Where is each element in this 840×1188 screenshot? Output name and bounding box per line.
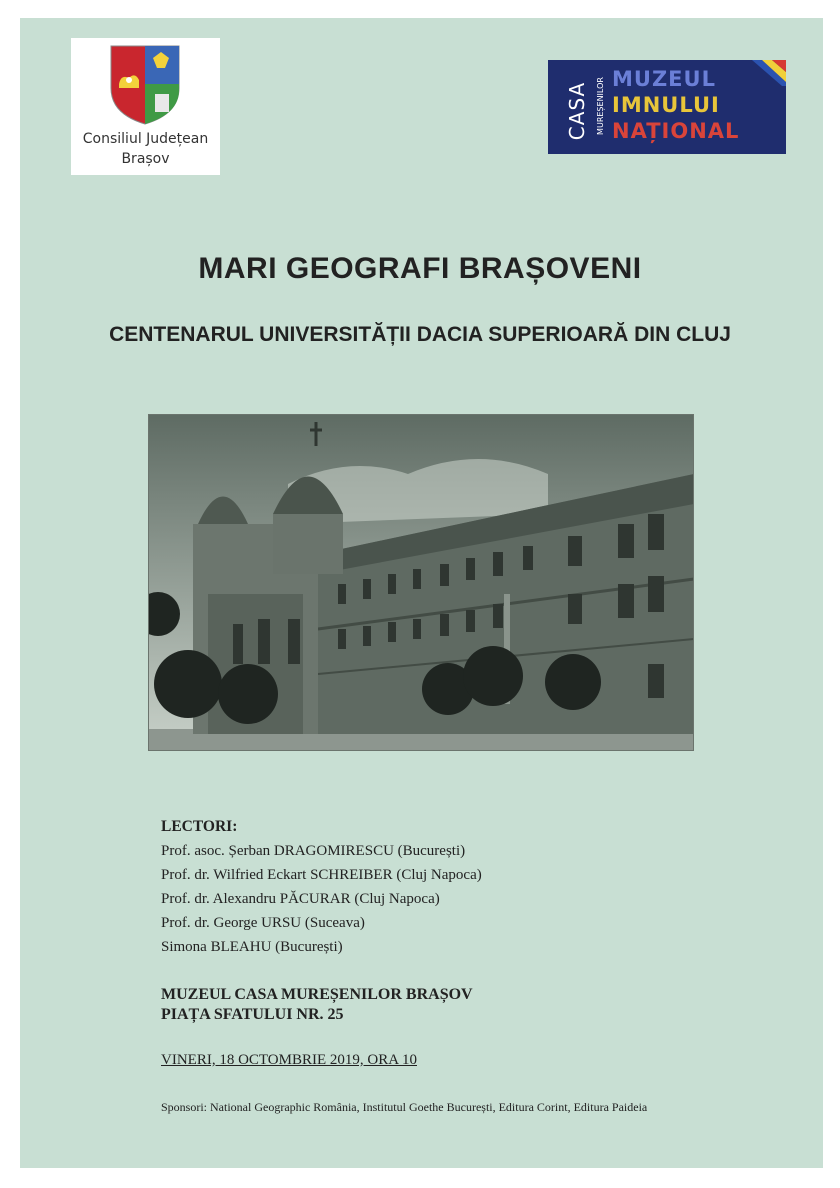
lecturer-item: Prof. asoc. Șerban DRAGOMIRESCU (București) [161, 843, 466, 859]
lecturer-item: Prof. dr. Alexandru PĂCURAR (Cluj Napoca) [161, 891, 440, 907]
county-council-name: Consiliul Județean [82, 131, 209, 147]
sponsors-line: Sponsori: National Geographic România, Institutul Goethe București, Editura Corint, Editura Paideia [161, 1100, 648, 1114]
museum-logo-line3: NAȚIONAL [612, 119, 740, 143]
lecturer-item: Prof. dr. Wilfried Eckart SCHREIBER (Cluj Napoca) [161, 867, 482, 883]
coat-of-arms-icon [109, 44, 181, 126]
lecturer-item: Simona BLEAHU (București) [161, 939, 343, 955]
museum-logo-casa: CASA [565, 81, 589, 141]
county-council-logo [71, 38, 220, 175]
poster-title: MARI GEOGRAFI BRAȘOVENI [198, 252, 642, 285]
museum-logo-line1: MUZEUL [612, 67, 716, 91]
venue-name: MUZEUL CASA MUREȘENILOR BRAȘOV [161, 986, 473, 1003]
museum-logo-line2: IMNULUI [612, 93, 720, 117]
county-council-city: Brașov [121, 151, 170, 167]
museum-logo-muresenilor: MUREȘENILOR [596, 77, 605, 135]
event-date: VINERI, 18 OCTOMBRIE 2019, ORA 10 [161, 1052, 417, 1068]
poster-subtitle: CENTENARUL UNIVERSITĂȚII DACIA SUPERIOARĂ DIN CLUJ [109, 323, 731, 346]
venue-address: PIAȚA SFATULUI NR. 25 [161, 1006, 344, 1023]
university-building-photo [148, 414, 694, 751]
lecturers-heading: LECTORI: [161, 818, 238, 835]
tricolor-flag-icon [752, 60, 786, 86]
museum-logo [548, 60, 786, 154]
lecturer-item: Prof. dr. George URSU (Suceava) [161, 915, 365, 931]
